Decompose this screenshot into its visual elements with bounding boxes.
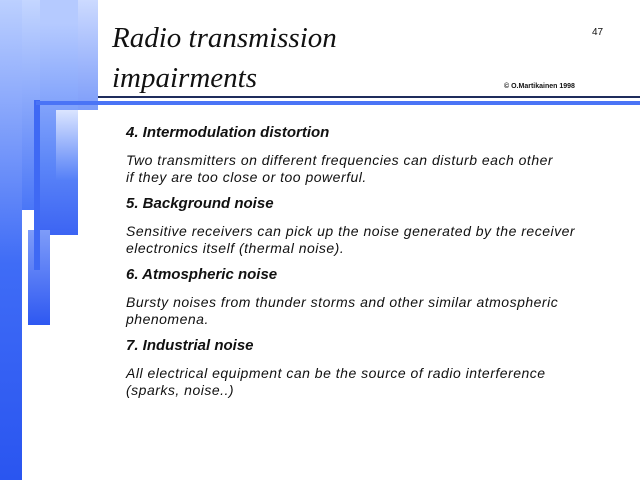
- slide-title: [112, 18, 412, 98]
- section-text: [126, 294, 626, 328]
- section-heading: 4. Intermodulation distortion: [126, 124, 330, 141]
- section-text-line: phenomena.: [126, 311, 209, 327]
- section-background-noise: [126, 195, 626, 257]
- copyright-notice: © O.Martikainen 1998: [504, 83, 575, 90]
- slide-body: [126, 124, 626, 408]
- section-intermodulation: [126, 124, 626, 186]
- section-text-line: Two transmitters on different frequencies can disturb each other: [126, 152, 554, 168]
- slide-title-line2: impairments: [112, 62, 257, 94]
- section-heading: 5. Background noise: [126, 195, 274, 212]
- section-text: [126, 365, 626, 399]
- section-text-line: All electrical equipment can be the source of radio interference: [126, 365, 546, 381]
- section-atmospheric-noise: [126, 266, 626, 328]
- page-number: 47: [592, 27, 604, 38]
- section-text-line: (sparks, noise..): [126, 382, 235, 398]
- decorative-bar: [0, 0, 22, 480]
- section-text-line: Bursty noises from thunder storms and other similar atmospheric: [126, 294, 559, 310]
- title-divider-accent: [36, 101, 640, 105]
- section-text: [126, 223, 626, 257]
- decorative-bar: [34, 100, 40, 270]
- section-text-line: electronics itself (thermal noise).: [126, 240, 345, 256]
- section-heading: 6. Atmospheric noise: [126, 266, 278, 283]
- decorative-bar: [78, 0, 98, 110]
- decorative-bar: [56, 110, 78, 180]
- slide-title-line1: Radio transmission: [112, 22, 337, 54]
- section-text-line: Sensitive receivers can pick up the noise generated by the receiver: [126, 223, 576, 239]
- section-text-line: if they are too close or too powerful.: [126, 169, 367, 185]
- section-text: [126, 152, 626, 186]
- section-industrial-noise: [126, 337, 626, 399]
- section-heading: 7. Industrial noise: [126, 337, 254, 354]
